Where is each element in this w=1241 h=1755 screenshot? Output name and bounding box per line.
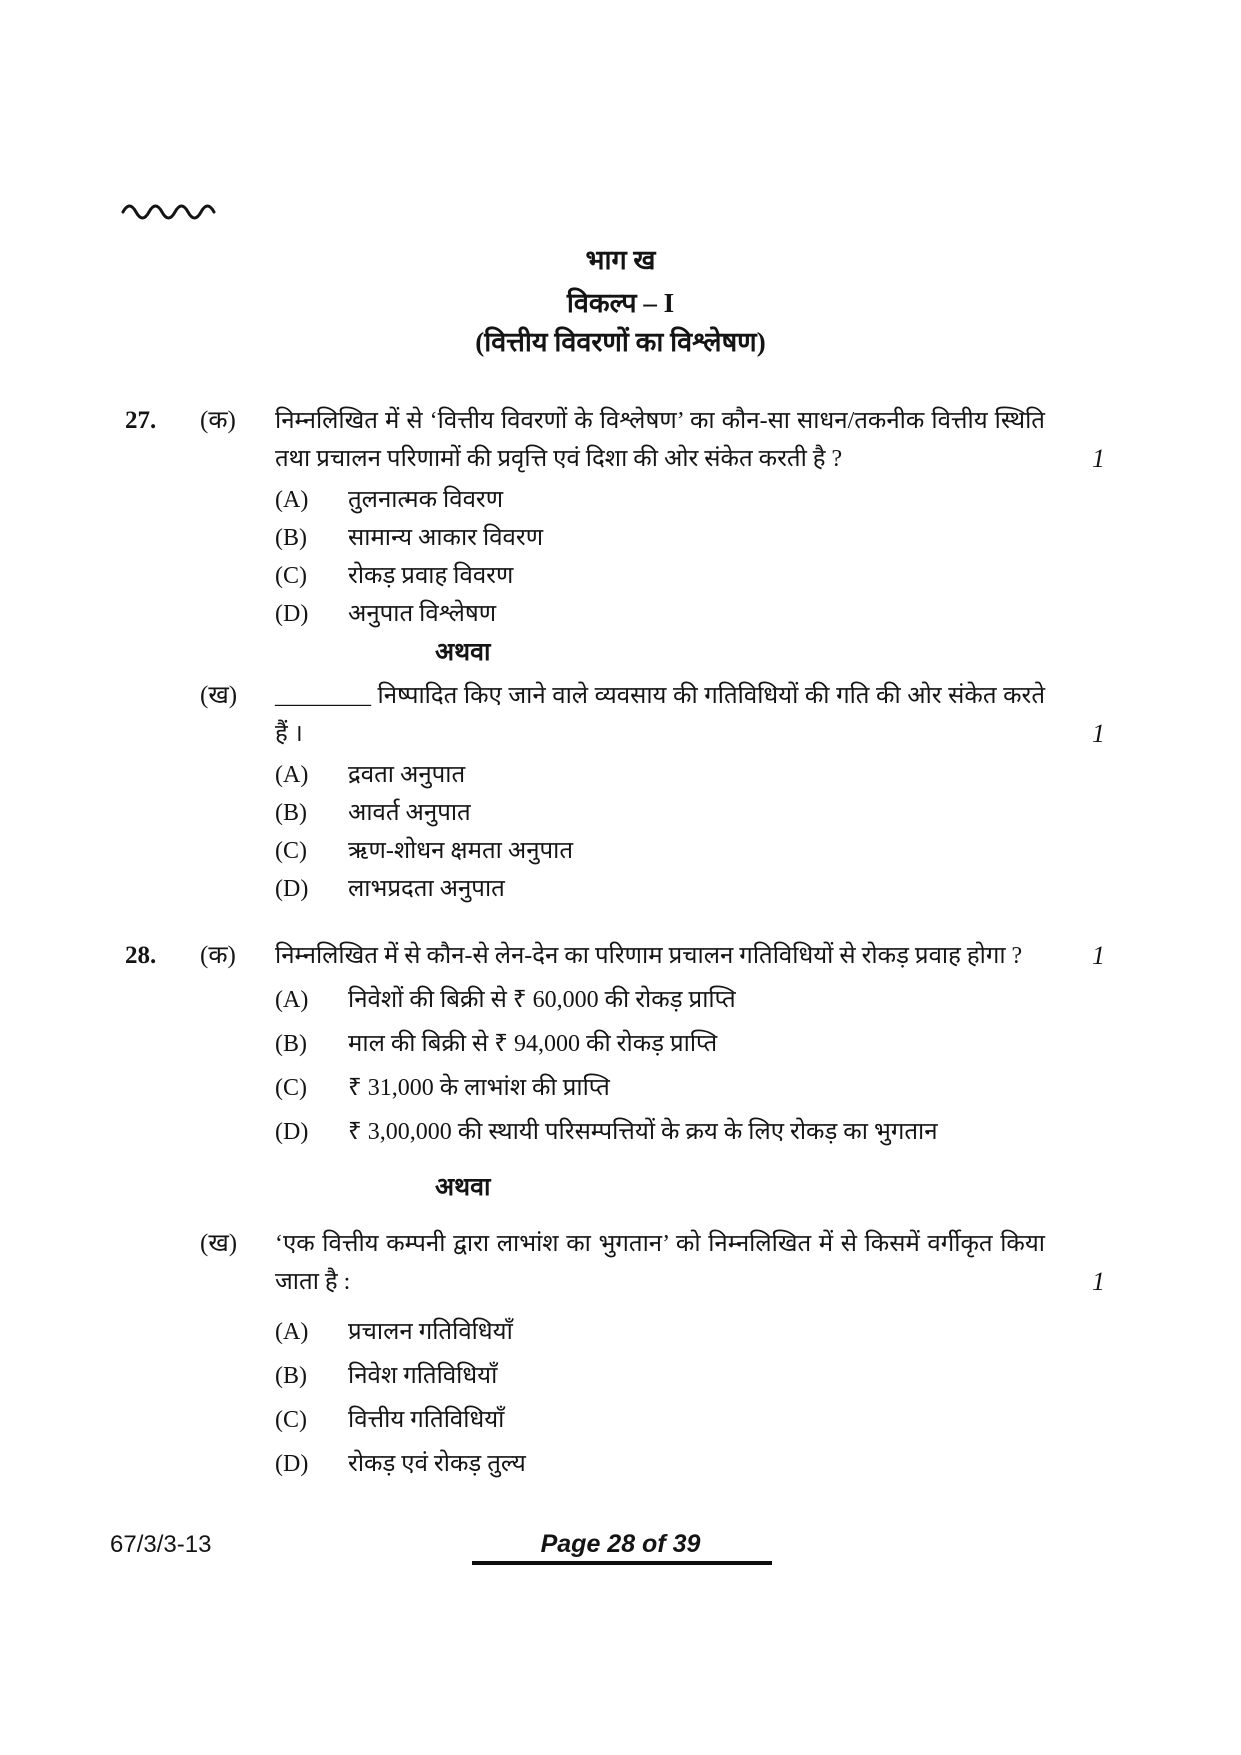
marks-value: 1	[1092, 444, 1105, 473]
option-letter: (A)	[275, 1319, 309, 1345]
marks-value: 1	[1092, 1267, 1105, 1296]
option-text: ₹ 31,000 के लाभांश की प्राप्ति	[348, 1075, 610, 1101]
option-text: ऋण-शोधन क्षमता अनुपात	[348, 838, 574, 864]
option-text: प्रचालन गतिविधियाँ	[348, 1319, 513, 1345]
question-27-part-ka-row	[0, 402, 1241, 478]
option-row	[275, 1405, 1241, 1435]
option-letter: (A)	[275, 762, 309, 788]
footer-paper-code: 67/3/3-13	[110, 1531, 212, 1558]
footer-page-number: Page 28 of 39	[540, 1530, 701, 1558]
option-row	[275, 761, 1241, 789]
option-row	[275, 1117, 1241, 1147]
question-text: निम्नलिखित में से ‘वित्तीय विवरणों के विश्लेषण’ का कौन-सा साधन/तकनीक वित्तीय स्थिति तथा प्रचालन परिणामों की प्रवृत्ति एवं दिशा की ओर संकेत करती है ?	[275, 408, 1045, 472]
option-text: ₹ 3,00,000 की स्थायी परिसम्पत्तियों के क्रय के लिए रोकड़ का भुगतान	[348, 1119, 938, 1145]
option-letter: (C)	[275, 1075, 307, 1101]
option-text: वित्तीय गतिविधियाँ	[348, 1407, 505, 1433]
option-text: निवेशों की बिक्री से ₹ 60,000 की रोकड़ प्राप्ति	[348, 987, 736, 1013]
question-text: ________ निष्पादित किए जाने वाले व्यवसाय की गतिविधियों की गति की ओर संकेत करते हैं ।	[275, 683, 1045, 747]
marks-value: 1	[1092, 941, 1105, 970]
question-text: निम्नलिखित में से कौन-से लेन-देन का परिणाम प्रचालन गतिविधियों से रोकड़ प्रवाह होगा ?	[275, 943, 1023, 969]
section-heading-subject: (वित्तीय विवरणों का विश्लेषण)	[475, 327, 766, 357]
options-list	[275, 761, 1241, 903]
question-28-part-kha-row	[0, 1225, 1241, 1301]
option-text: सामान्य आकार विवरण	[348, 525, 544, 551]
option-row	[275, 562, 1241, 590]
option-text: रोकड़ एवं रोकड़ तुल्य	[348, 1451, 526, 1477]
wavy-line-icon	[120, 197, 218, 225]
option-letter: (A)	[275, 987, 309, 1013]
footer-rule	[472, 1561, 772, 1565]
part-label: (ख)	[200, 682, 238, 709]
options-list	[275, 985, 1241, 1147]
option-row	[275, 985, 1241, 1015]
option-row	[275, 837, 1241, 865]
option-text: तुलनात्मक विवरण	[348, 487, 504, 513]
option-letter: (D)	[275, 1119, 309, 1145]
marks-value: 1	[1092, 719, 1105, 748]
section-heading-part: भाग ख	[585, 245, 656, 275]
question-28-part-ka-row	[0, 937, 1241, 975]
or-separator: अथवा	[435, 1174, 491, 1201]
option-letter: (D)	[275, 1451, 309, 1477]
part-label: (क)	[200, 407, 236, 434]
option-text: रोकड़ प्रवाह विवरण	[348, 563, 514, 589]
option-letter: (D)	[275, 876, 309, 902]
option-row	[275, 799, 1241, 827]
options-list	[275, 1317, 1241, 1479]
option-row	[275, 486, 1241, 514]
option-text: आवर्त अनुपात	[348, 800, 471, 826]
option-letter: (A)	[275, 487, 309, 513]
option-letter: (C)	[275, 838, 307, 864]
part-label: (ख)	[200, 1230, 238, 1257]
option-text: लाभप्रदता अनुपात	[348, 876, 505, 902]
question-number-spacer	[125, 1225, 200, 1301]
option-letter: (B)	[275, 800, 307, 826]
question-number: 27.	[125, 407, 157, 434]
or-separator: अथवा	[435, 639, 491, 666]
option-row	[275, 1361, 1241, 1391]
question-27-part-kha-row	[0, 677, 1241, 753]
option-row	[275, 1073, 1241, 1103]
option-row	[275, 1317, 1241, 1347]
part-label: (क)	[200, 942, 236, 969]
option-letter: (B)	[275, 1363, 307, 1389]
option-row	[275, 600, 1241, 628]
question-text: ‘एक वित्तीय कम्पनी द्वारा लाभांश का भुगतान’ को निम्नलिखित में से किसमें वर्गीकृत किया जाता है :	[275, 1231, 1045, 1295]
option-letter: (D)	[275, 601, 309, 627]
option-letter: (B)	[275, 525, 307, 551]
question-number-spacer	[125, 677, 200, 753]
option-row	[275, 1449, 1241, 1479]
option-row	[275, 1029, 1241, 1059]
options-list	[275, 486, 1241, 628]
option-text: अनुपात विश्लेषण	[348, 601, 497, 627]
question-number: 28.	[125, 942, 157, 969]
option-letter: (C)	[275, 1407, 307, 1433]
option-text: द्रवता अनुपात	[348, 762, 466, 788]
option-text: माल की बिक्री से ₹ 94,000 की रोकड़ प्राप्ति	[348, 1031, 718, 1057]
option-letter: (C)	[275, 563, 307, 589]
option-row	[275, 524, 1241, 552]
option-text: निवेश गतिविधियाँ	[348, 1363, 498, 1389]
section-heading-option: विकल्प – I	[566, 288, 675, 318]
option-letter: (B)	[275, 1031, 307, 1057]
option-row	[275, 875, 1241, 903]
